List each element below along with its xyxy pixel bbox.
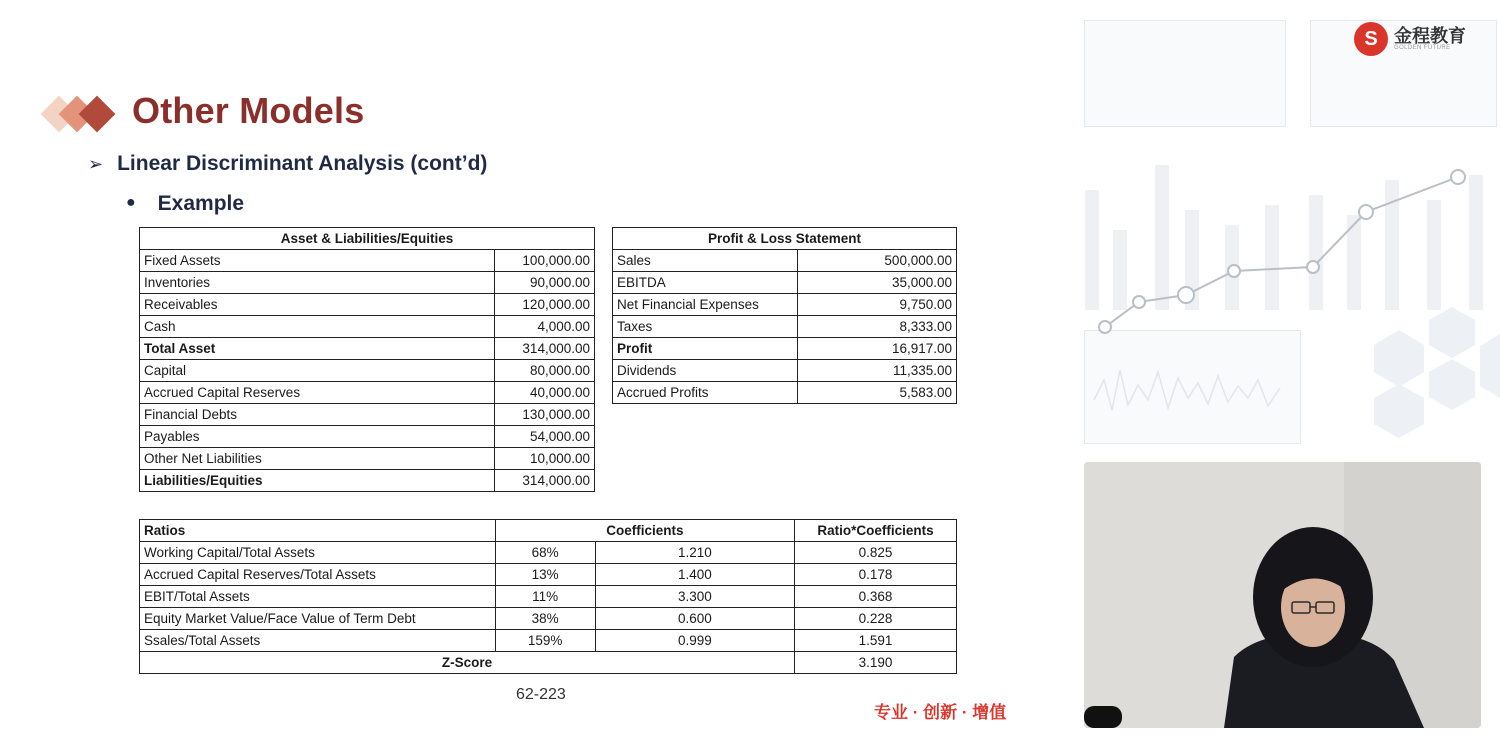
slogan: 专业 · 创新 · 增值 <box>874 703 1007 722</box>
presenter-figure <box>1084 462 1481 728</box>
row-value: 40,000.00 <box>495 382 595 404</box>
row-value: 90,000.00 <box>495 272 595 294</box>
table-row <box>140 426 595 448</box>
coefficient-value: 0.999 <box>595 630 795 652</box>
bullet-text: Example <box>157 192 245 215</box>
row-value: 120,000.00 <box>495 294 595 316</box>
ratios-header: Ratios <box>140 520 496 542</box>
ratio-name: Accrued Capital Reserves/Total Assets <box>140 564 496 586</box>
table-row <box>613 294 957 316</box>
product-value: 0.368 <box>795 586 957 608</box>
row-value: 130,000.00 <box>495 404 595 426</box>
table-row <box>140 272 595 294</box>
table-row <box>613 382 957 404</box>
table-row <box>613 272 957 294</box>
table-row <box>140 630 957 652</box>
row-value: 16,917.00 <box>797 338 956 360</box>
balance-sheet-header: Asset & Liabilities/Equities <box>140 228 595 250</box>
balance-sheet-table <box>139 227 595 492</box>
ratio-value: 159% <box>495 630 595 652</box>
zscore-row <box>140 652 957 674</box>
table-row <box>140 382 595 404</box>
row-label: Capital <box>140 360 495 382</box>
ratio-value: 13% <box>495 564 595 586</box>
row-label: Accrued Profits <box>613 382 798 404</box>
zscore-value: 3.190 <box>795 652 957 674</box>
zscore-label: Z-Score <box>140 652 795 674</box>
arrow-bullet-icon: ➢ <box>88 154 104 174</box>
row-label: Other Net Liabilities <box>140 448 495 470</box>
coefficients-header: Coefficients <box>495 520 794 542</box>
row-label: Net Financial Expenses <box>613 294 798 316</box>
decorative-background <box>1084 0 1500 460</box>
product-value: 0.228 <box>795 608 957 630</box>
row-value: 314,000.00 <box>495 338 595 360</box>
row-value: 4,000.00 <box>495 316 595 338</box>
row-label: Financial Debts <box>140 404 495 426</box>
page-number: 62-223 <box>516 686 566 703</box>
row-value: 100,000.00 <box>495 250 595 272</box>
table-row <box>140 338 595 360</box>
bullet-example <box>126 192 244 216</box>
row-value: 500,000.00 <box>797 250 956 272</box>
brand-name-en: GOLDEN FUTURE <box>1394 45 1451 51</box>
table-row <box>140 294 595 316</box>
table-row <box>140 470 595 492</box>
row-label: Inventories <box>140 272 495 294</box>
table-row <box>140 316 595 338</box>
table-row <box>140 542 957 564</box>
table-row <box>613 316 957 338</box>
coefficient-value: 3.300 <box>595 586 795 608</box>
ratio-name: Working Capital/Total Assets <box>140 542 496 564</box>
row-value: 5,583.00 <box>797 382 956 404</box>
row-value: 54,000.00 <box>495 426 595 448</box>
dot-bullet-icon: ● <box>126 194 136 211</box>
product-header: Ratio*Coefficients <box>795 520 957 542</box>
table-row <box>140 448 595 470</box>
table-row <box>140 404 595 426</box>
brand-name-cn: 金程教育 <box>1394 26 1466 46</box>
product-value: 0.178 <box>795 564 957 586</box>
ratio-value: 68% <box>495 542 595 564</box>
row-value: 35,000.00 <box>797 272 956 294</box>
row-value: 9,750.00 <box>797 294 956 316</box>
row-value: 80,000.00 <box>495 360 595 382</box>
table-row <box>140 564 957 586</box>
ratio-name: Equity Market Value/Face Value of Term Debt <box>140 608 496 630</box>
row-label: Total Asset <box>140 338 495 360</box>
ratio-name: Ssales/Total Assets <box>140 630 496 652</box>
row-label: Cash <box>140 316 495 338</box>
table-row <box>140 360 595 382</box>
brand-logo <box>1354 22 1466 56</box>
coefficient-value: 1.400 <box>595 564 795 586</box>
coefficient-value: 1.210 <box>595 542 795 564</box>
trend-chart-icon <box>1084 0 1500 460</box>
row-label: Receivables <box>140 294 495 316</box>
subtitle-text: Linear Discriminant Analysis (cont’d) <box>117 152 488 175</box>
row-value: 11,335.00 <box>797 360 956 382</box>
row-value: 8,333.00 <box>797 316 956 338</box>
coefficient-value: 0.600 <box>595 608 795 630</box>
table-row <box>140 608 957 630</box>
title-diamond-icon <box>42 92 122 136</box>
slide-title: Other Models <box>132 90 365 131</box>
table-row <box>613 250 957 272</box>
row-label: Taxes <box>613 316 798 338</box>
profit-loss-header: Profit & Loss Statement <box>613 228 957 250</box>
row-label: Payables <box>140 426 495 448</box>
product-value: 1.591 <box>795 630 957 652</box>
row-value: 314,000.00 <box>495 470 595 492</box>
presenter-video <box>1084 462 1481 728</box>
table-row <box>140 250 595 272</box>
row-label: Dividends <box>613 360 798 382</box>
table-row <box>140 586 957 608</box>
product-value: 0.825 <box>795 542 957 564</box>
logo-icon: S <box>1354 22 1388 56</box>
row-value: 10,000.00 <box>495 448 595 470</box>
ratio-value: 38% <box>495 608 595 630</box>
ratio-value: 11% <box>495 586 595 608</box>
row-label: Fixed Assets <box>140 250 495 272</box>
row-label: Liabilities/Equities <box>140 470 495 492</box>
ratio-name: EBIT/Total Assets <box>140 586 496 608</box>
row-label: Accrued Capital Reserves <box>140 382 495 404</box>
row-label: EBITDA <box>613 272 798 294</box>
slide-subtitle <box>88 152 487 176</box>
row-label: Profit <box>613 338 798 360</box>
profit-loss-table <box>612 227 957 404</box>
row-label: Sales <box>613 250 798 272</box>
ratios-table <box>139 519 957 674</box>
table-row <box>613 360 957 382</box>
table-row <box>613 338 957 360</box>
